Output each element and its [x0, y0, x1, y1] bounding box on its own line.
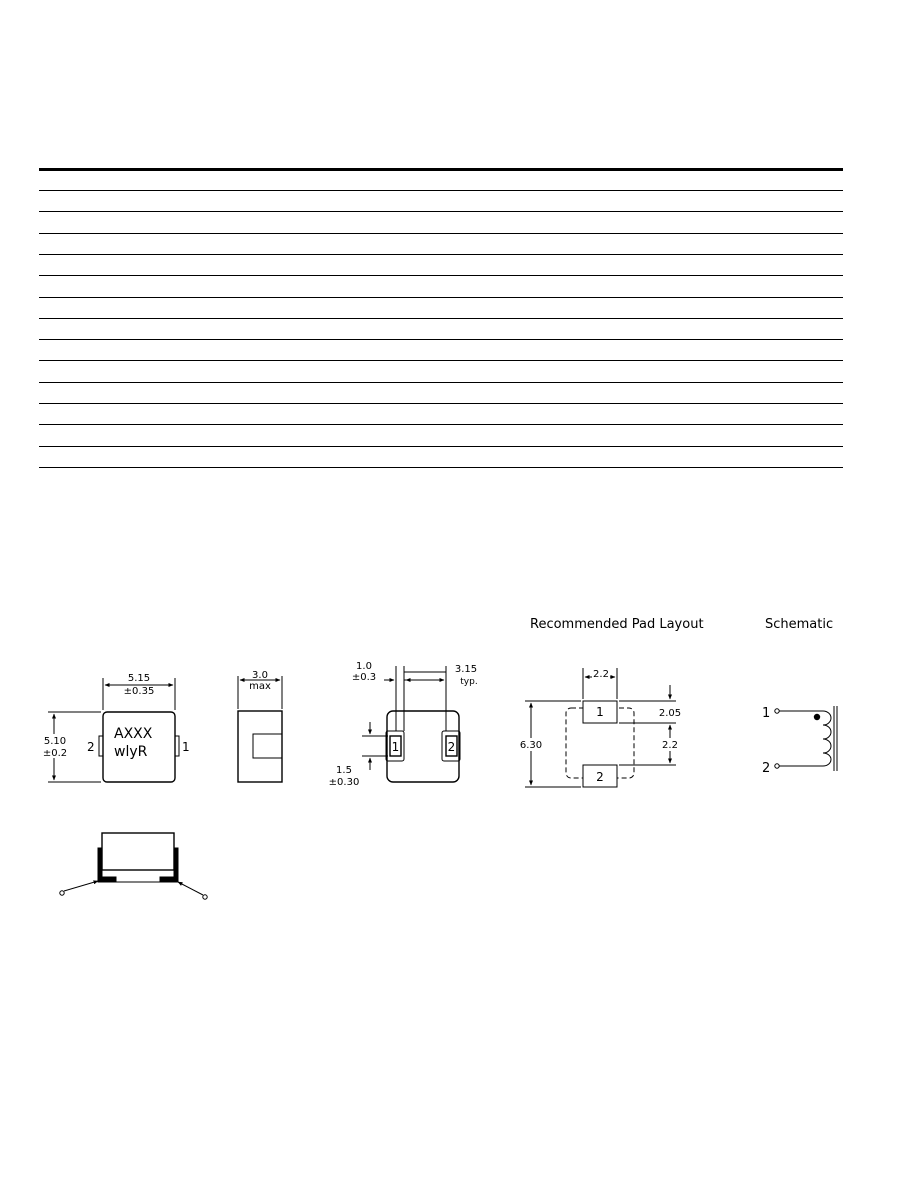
top-marking-line2: wlyR [114, 744, 148, 760]
bottom-spacing-dim: 3.15 [454, 664, 478, 675]
schematic-pin-2: 2 [762, 761, 771, 776]
bottom-pad-2-label: 2 [447, 740, 456, 754]
pin-1-terminal [775, 709, 779, 713]
pad-2-label: 2 [596, 770, 604, 784]
bottom-term-len-dim: 1.5 [336, 765, 352, 776]
iso-leader-right-end [203, 895, 207, 899]
pin-2-terminal [775, 764, 779, 768]
pad-overall-dim: 6.30 [519, 740, 543, 751]
side-height-note: max [249, 681, 271, 692]
top-width-tol: ±0.35 [123, 686, 155, 697]
iso-leader-left-end [60, 891, 64, 895]
top-pin-left: 2 [87, 740, 95, 754]
side-view-body [238, 711, 282, 782]
isometric-view [60, 833, 207, 899]
top-height-dim: 5.10 [43, 736, 67, 747]
bottom-pad-1-label: 1 [391, 740, 400, 754]
bottom-view [362, 666, 460, 782]
top-width-dim: 5.15 [127, 673, 151, 684]
side-height-dim: 3.0 [252, 670, 268, 681]
bottom-spacing-note: typ. [460, 677, 478, 687]
pad-width-dim: 2.2 [593, 669, 609, 680]
pad-gap-dim: 2.2 [662, 740, 678, 751]
schematic-title: Schematic [765, 617, 834, 632]
iso-body [102, 833, 174, 870]
iso-terminal-left [98, 848, 116, 882]
schematic-pin-1: 1 [762, 706, 771, 721]
pad-height-dim: 2.05 [658, 708, 682, 719]
side-view-terminal [253, 734, 282, 758]
pad-1-label: 1 [596, 705, 604, 719]
top-pin-right: 1 [182, 740, 190, 754]
polarity-dot [814, 714, 820, 720]
bottom-term-width-tol: ±0.3 [351, 672, 377, 683]
pad-layout-title: Recommended Pad Layout [530, 617, 704, 632]
inductor-coil [823, 711, 831, 766]
iso-terminal-right [160, 848, 178, 882]
top-height-tol: ±0.2 [42, 748, 68, 759]
bottom-term-len-tol: ±0.30 [328, 777, 360, 788]
inductor-symbol [775, 706, 837, 771]
top-marking-line1: AXXX [114, 726, 153, 742]
bottom-term-width-dim: 1.0 [356, 661, 372, 672]
